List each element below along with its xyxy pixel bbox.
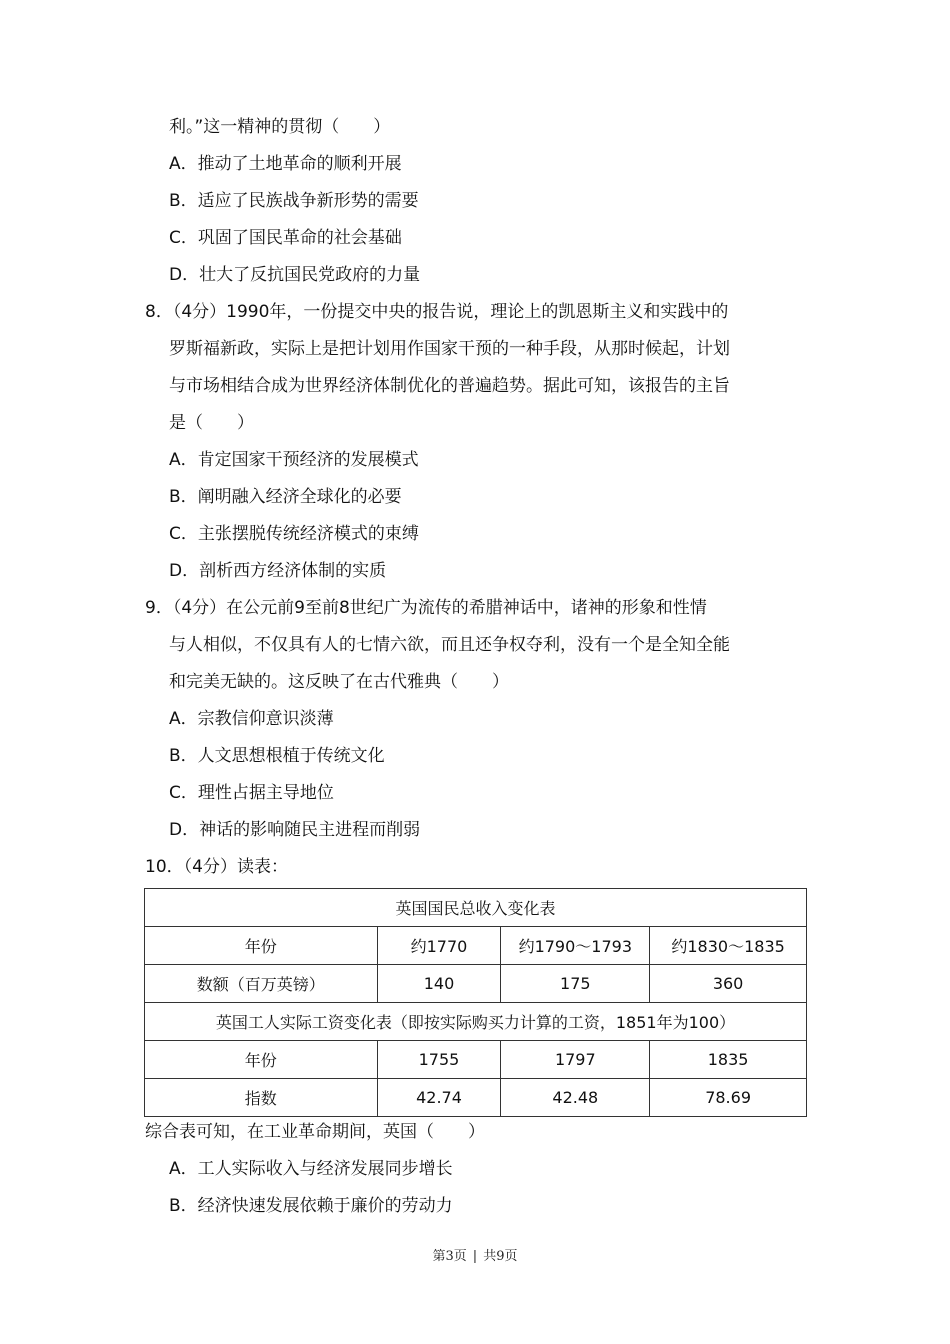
q7-option-d: D．壮大了反抗国民党政府的力量 xyxy=(169,265,421,285)
table-row xyxy=(145,1079,807,1117)
table-cell: 数额（百万英镑） xyxy=(145,965,378,1003)
table-cell: 1835 xyxy=(650,1041,807,1079)
table-row xyxy=(145,965,807,1003)
table-title-row xyxy=(145,889,807,927)
table-cell: 140 xyxy=(377,965,501,1003)
q7-option-b: B．适应了民族战争新形势的需要 xyxy=(169,191,419,211)
table-cell: 年份 xyxy=(145,927,378,965)
table-cell: 指数 xyxy=(145,1079,378,1117)
table-title-row xyxy=(145,1003,807,1041)
page-footer xyxy=(0,1245,950,1264)
table-cell: 360 xyxy=(650,965,807,1003)
q8-option-a: A．肯定国家干预经济的发展模式 xyxy=(169,450,419,470)
q9-option-b: B．人文思想根植于传统文化 xyxy=(169,746,385,766)
table-cell: 约1790～1793 xyxy=(501,927,650,965)
q10-stem: 10．（4分）读表： xyxy=(145,857,288,877)
q8-stem-line-3: 与市场相结合成为世界经济体制优化的普遍趋势。据此可知，该报告的主旨 xyxy=(169,376,730,396)
q8-stem-line-4: 是（ ） xyxy=(169,413,254,433)
page-total: 共9页 xyxy=(483,1249,518,1264)
footer-separator: | xyxy=(472,1249,478,1264)
table-row xyxy=(145,1041,807,1079)
table-cell: 42.74 xyxy=(377,1079,501,1117)
table-cell: 约1830～1835 xyxy=(650,927,807,965)
q8-option-b: B．阐明融入经济全球化的必要 xyxy=(169,487,402,507)
q10-after-table: 综合表可知，在工业革命期间，英国（ ） xyxy=(145,1122,485,1142)
table-cell: 78.69 xyxy=(650,1079,807,1117)
table-cell: 约1770 xyxy=(377,927,501,965)
q9-option-c: C．理性占据主导地位 xyxy=(169,783,334,803)
q9-stem-line-2: 与人相似，不仅具有人的七情六欲，而且还争权夺利，没有一个是全知全能 xyxy=(169,635,730,655)
q10-option-a: A．工人实际收入与经济发展同步增长 xyxy=(169,1159,453,1179)
table-cell: 42.48 xyxy=(501,1079,650,1117)
income-wage-table xyxy=(144,888,807,1117)
q8-stem-line-2: 罗斯福新政，实际上是把计划用作国家干预的一种手段，从那时候起，计划 xyxy=(169,339,730,359)
table2-title: 英国工人实际工资变化表（即按实际购买力计算的工资，1851年为100） xyxy=(145,1003,807,1041)
q7-stem-continuation: 利。”这一精神的贯彻（ ） xyxy=(169,117,391,137)
page-number: 第3页 xyxy=(432,1249,467,1264)
table-row xyxy=(145,927,807,965)
table-cell: 1797 xyxy=(501,1041,650,1079)
q7-option-a: A．推动了土地革命的顺利开展 xyxy=(169,154,402,174)
q9-stem-line-3: 和完美无缺的。这反映了在古代雅典（ ） xyxy=(169,672,509,692)
q8-stem-line-1: 8．（4分）1990年，一份提交中央的报告说，理论上的凯恩斯主义和实践中的 xyxy=(145,302,729,322)
q9-stem-line-1: 9．（4分）在公元前9至前8世纪广为流传的希腊神话中，诸神的形象和性情 xyxy=(145,598,707,618)
q9-option-a: A．宗教信仰意识淡薄 xyxy=(169,709,334,729)
table-cell: 年份 xyxy=(145,1041,378,1079)
table-cell: 1755 xyxy=(377,1041,501,1079)
table1-title: 英国国民总收入变化表 xyxy=(145,889,807,927)
q8-option-c: C．主张摆脱传统经济模式的束缚 xyxy=(169,524,419,544)
q9-option-d: D．神话的影响随民主进程而削弱 xyxy=(169,820,421,840)
q7-option-c: C．巩固了国民革命的社会基础 xyxy=(169,228,402,248)
table-cell: 175 xyxy=(501,965,650,1003)
q10-option-b: B．经济快速发展依赖于廉价的劳动力 xyxy=(169,1196,453,1216)
q8-option-d: D．剖析西方经济体制的实质 xyxy=(169,561,387,581)
